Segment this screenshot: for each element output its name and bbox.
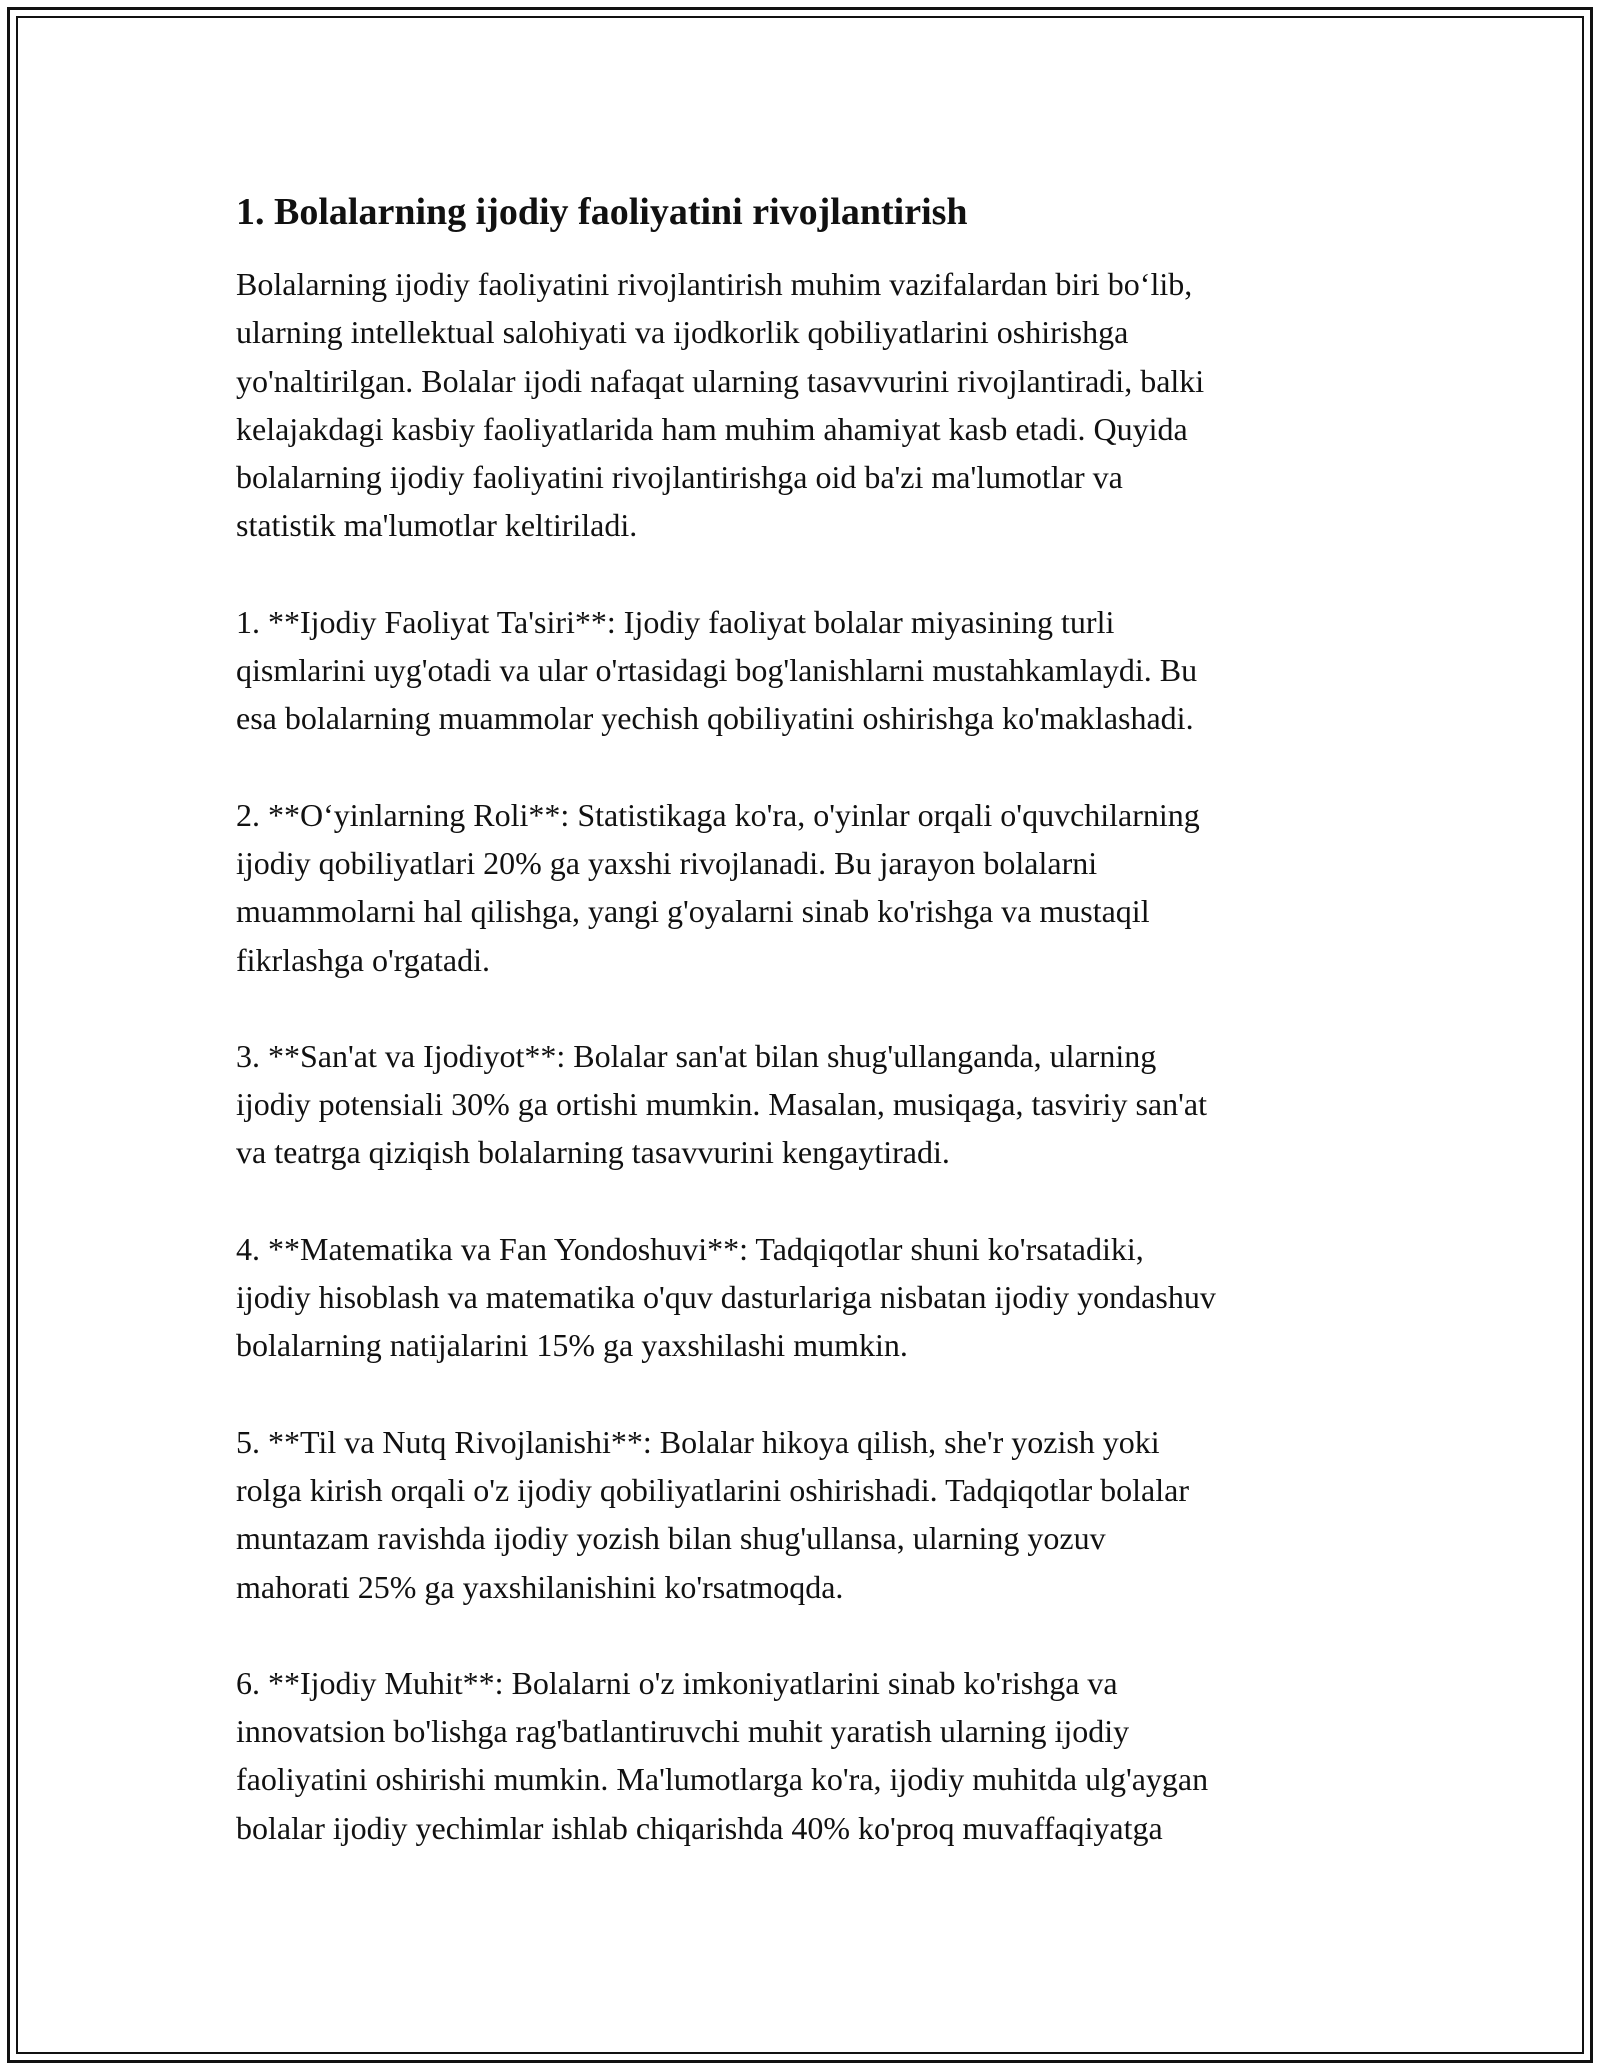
list-item: 1. **Ijodiy Faoliyat Ta'siri**: Ijodiy faoliyat bolalar miyasining turli qismlarini uyg'otadi va ular o'rtasidagi bog'lanishlarni mustahkamlaydi. Bu esa bolalarning muammolar yechish qobiliyatini oshirishga ko'maklashadi. [236,603,1198,737]
list-item: 6. **Ijodiy Muhit**: Bolalarni o'z imkoniyatlarini sinab ko'rishga va innovatsion bo'lishga rag'batlantiruvchi muhit yaratish ularning ijodiy faoliyatini oshirishi mumkin. Ma'lumotlarga ko'ra, ijodiy muhitda ulg'aygan bolalar ijodiy yechimlar ishlab chiqarishda 40% ko'proq muvaffaqiyatga [236,1664,1209,1846]
list-item: 2. **O‘yinlarning Roli**: Statistikaga ko'ra, o'yinlar orqali o'quvchilarning ijodiy qobiliyatlari 20% ga yaxshi rivojlanadi. Bu jarayon bolalarni muammolarni hal qilishga, yangi g'oyalarni sinab ko'rishga va mustaqil fikrlashga o'rgatadi. [236,796,1200,978]
intro-paragraph: Bolalarning ijodiy faoliyatini rivojlantirish muhim vazifalardan biri bo‘lib, ularning intellektual salohiyati va ijodkorlik qobiliyatlarini oshirishga yo'naltirilgan. Bolalar ijodi nafaqat ularning tasavvurini rivojlantiradi, balki kelajakdagi kasbiy faoliyatlarida ham muhim ahamiyat kasb etadi. Quyida bolalarning ijodiy faoliyatini rivojlantirishga oid ba'zi ma'lumotlar va statistik ma'lumotlar keltiriladi. [236,266,1205,544]
list-item: 3. **San'at va Ijodiyot**: Bolalar san'at bilan shug'ullanganda, ularning ijodiy potensiali 30% ga ortishi mumkin. Masalan, musiqaga, tasviriy san'at va teatrga qiziqish bolalarning tasavvurini kengaytiradi. [236,1037,1207,1171]
document-page [236,188,1366,1900]
list-item: 4. **Matematika va Fan Yondoshuvi**: Tadqiqotlar shuni ko'rsatadiki, ijodiy hisoblash va matematika o'quv dasturlariga nisbatan ijodiy yondashuv bolalarning natijalarini 15% ga yaxshilashi mumkin. [236,1230,1216,1364]
section-title: 1. Bolalarning ijodiy faoliyatini rivojlantirish [236,191,968,233]
list-item: 5. **Til va Nutq Rivojlanishi**: Bolalar hikoya qilish, she'r yozish yoki rolga kirish orqali o'z ijodiy qobiliyatlarini oshirishadi. Tadqiqotlar bolalar muntazam ravishda ijodiy yozish bilan shug'ullansa, ularning yozuv mahorati 25% ga yaxshilanishini ko'rsatmoqda. [236,1423,1189,1605]
